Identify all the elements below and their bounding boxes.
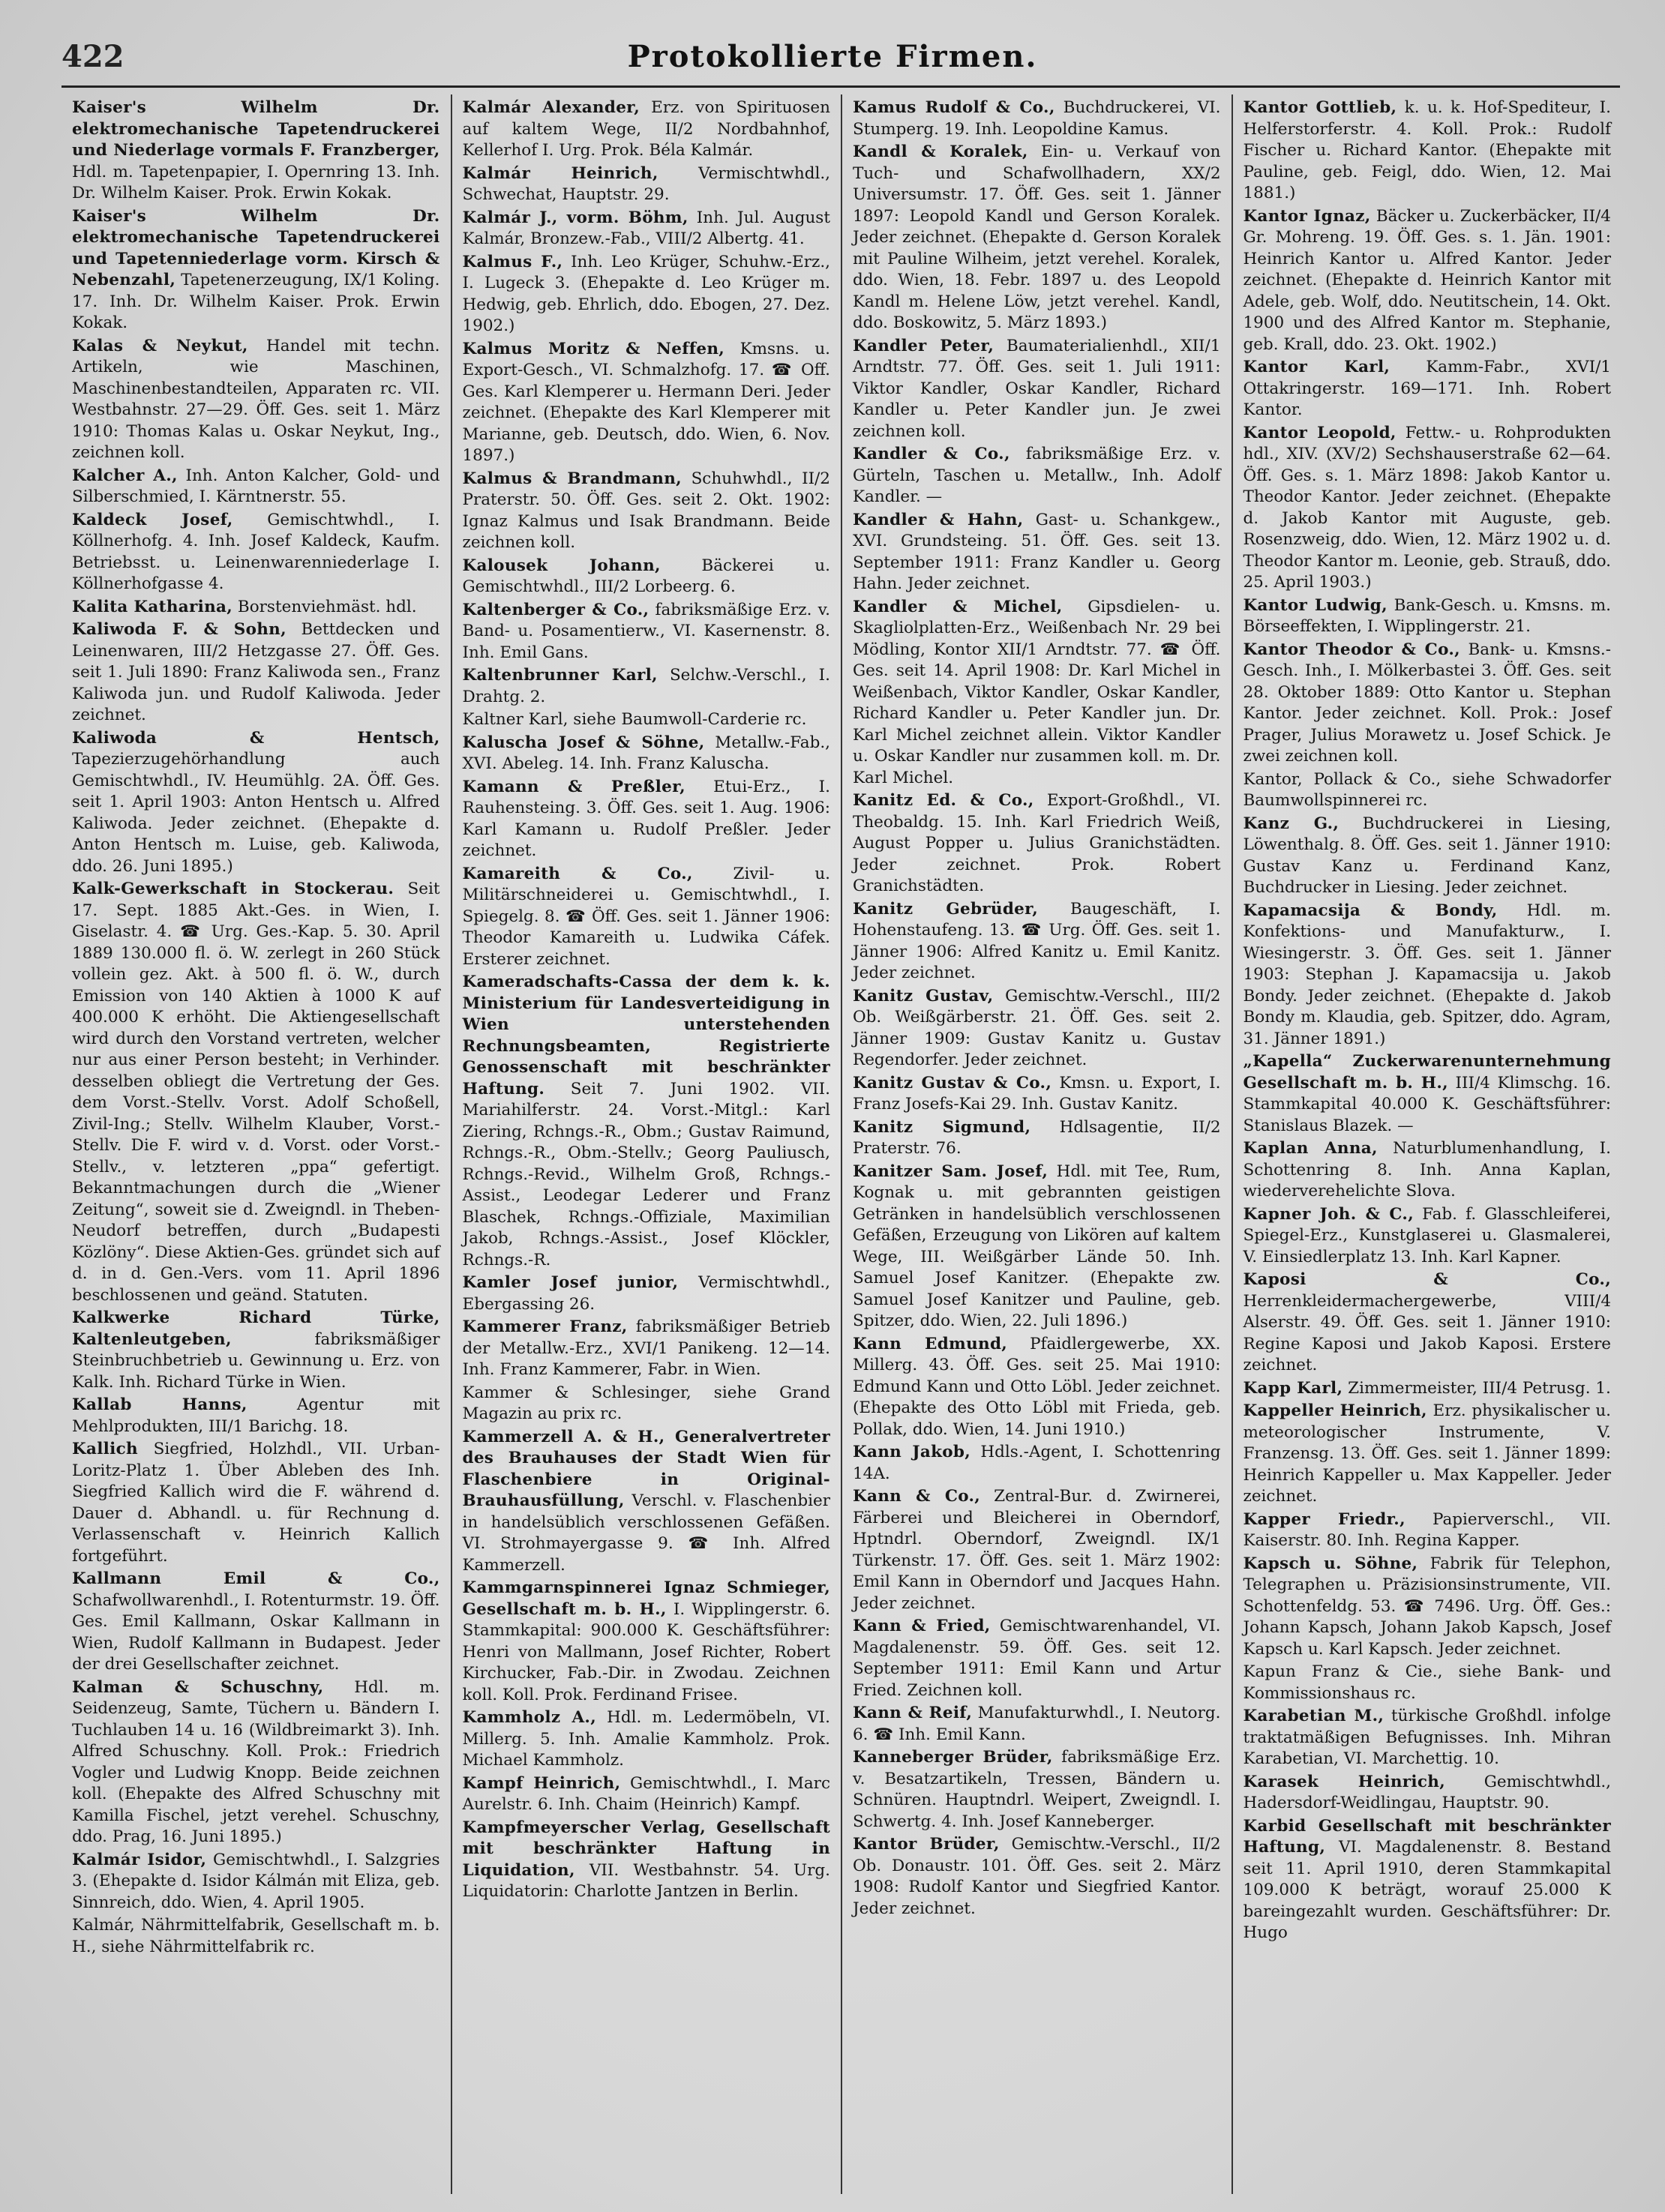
firm-entry (1244, 97, 1612, 205)
firm-details: Kmsns. u. Export-Gesch., VI. Schmalzhofg. 17. ☎ Off. Ges. Karl Klemperer u. Hermann Deri. Jeder zeichnet. (Ehepakte des Karl Klemperer mit Marianne, geb. Deutsch, ddo. Wien, 6. Nov. 1897.) (462, 339, 831, 465)
firm-name: Kampf Heinrich, (462, 1773, 621, 1793)
firm-name: Kappeller Heinrich, (1243, 1401, 1427, 1420)
firm-details: Kmsn. u. Export, I. Franz Josefs-Kai 29. Inh. Gustav Kanitz. (853, 1073, 1221, 1113)
firm-details: Tapezierzugehörhandlung auch Gemischtwhdl., IV. Heumühlg. 2A. Öff. Ges. seit 1. April 1903: Anton Hentsch u. Alfred Kaliwoda. Jeder zeichnet. (Ehepakte d. Anton Hentsch m. Luise, geb. Kaliwoda, ddo. 26. Juni 1895.) (72, 750, 440, 876)
firm-entry (853, 1486, 1221, 1614)
firm-details: Bank-Gesch. u. Kmsns. m. Börseeffekten, I. Wipplingerstr. 21. (1243, 595, 1611, 636)
firm-entry (463, 1578, 831, 1706)
firm-entry (463, 665, 831, 708)
firm-name: Karbid Gesellschaft mit beschränkter Haftung, (1243, 1816, 1611, 1857)
firm-details: Bäcker u. Zuckerbäcker, II/4 Gr. Mohreng. 19. Öff. Ges. s. 1. Jän. 1901: Heinrich Kantor u. Alfred Kantor. Jeder zeichnet. (Ehepakte d. Heinrich Kantor mit Adele, geb. Wolf, ddo. Neutitschein, 14. Okt. 1900 und des Alfred Kantor m. Stephanie, geb. Krall, ddo. 23. Okt. 1902.) (1243, 206, 1611, 354)
firm-entry (463, 556, 831, 598)
firm-name: Kamus Rudolf & Co., (853, 98, 1055, 117)
firm-entry (1244, 1816, 1612, 1944)
firm-name: „Kapella“ Zuckerwarenunternehmung Gesellschaft m. b. H., (1243, 1052, 1611, 1093)
firm-name: Kalman & Schuschny, (72, 1677, 324, 1697)
firm-entry (1244, 1051, 1612, 1137)
firm-entry (463, 469, 831, 554)
firm-name: Kalk-Gewerkschaft in Stockerau. (72, 880, 394, 898)
running-head: Protokollierte Firmen. (627, 39, 1038, 74)
firm-name: Kapner Joh. & C., (1243, 1204, 1414, 1224)
firm-entry (72, 597, 440, 619)
firm-details: Gemischtw.-Verschl., II/2 Ob. Donaustr. 101. Öff. Ges. seit 2. März 1908: Rudolf Kantor und Siegfried Kantor. Jeder zeichnet. (853, 1835, 1221, 1918)
firm-name: Karabetian M., (1243, 1707, 1384, 1725)
firm-details: Ein- u. Verkauf von Tuch- und Schafwollhadern, XX/2 Universumstr. 17. Öff. Ges. seit 1. Jänner 1897: Leopold Kandl und Gerson Koralek. Jeder zeichnet. (Ehepakte d. Gerson Koralek mit Pauline Wilheim, jetzt verehel. Koralek, ddo. Wien, 18. Febr. 1897 u. des Leopold Kandl m. Helene Löw, jetzt verehel. Kandl, ddo. Boskowitz, 5. März 1893.) (853, 142, 1221, 332)
firm-name: Kalousek Johann, (462, 556, 661, 575)
firm-name: Kaldeck Josef, (72, 510, 233, 529)
firm-name: Kaltenbrunner Karl, (462, 666, 658, 685)
firm-details: Zimmermeister, III/4 Petrusg. 1. (1348, 1378, 1611, 1398)
firm-entry (853, 986, 1221, 1072)
firm-entry (1244, 1204, 1612, 1269)
firm-details: Agentur mit Mehlprodukten, III/1 Barichg. 18. (72, 1395, 440, 1436)
firm-details: Fabrik für Telephon, Telegraphen u. Präzisionsinstrumente, VII. Schottenfeldg. 53. ☎ 7496. Urg. Öff. Ges.: Johann Kapsch, Johann Jakob Kapsch, Josef Kapsch u. Karl Kapsch. Jeder zeichnet. (1243, 1554, 1611, 1659)
firm-details: Verschl. v. Flaschenbier in handelsüblich verschlossenen Gefäßen. VI. Strohmayergasse 9. ☎ Inh. Alfred Kammerzell. (462, 1491, 830, 1575)
firm-details: Vermischtwhdl., Ebergassing 26. (462, 1273, 830, 1314)
firm-name: Kamann & Preßler, (462, 777, 686, 796)
firm-details: Bettdecken und Leinenwaren, III/2 Hetzgasse 27. Öff. Ges. seit 1. Juli 1890: Franz Kaliwoda sen., Franz Kaliwoda jun. und Rudolf Kaliwoda. Jeder zeichnet. (72, 620, 440, 724)
firm-name: Kanitz Gustav, (853, 986, 994, 1006)
firm-details: Erz. physikalischer u. meteorologischer Instrumente, V. Franzensg. 13. Öff. Ges. seit 1. Jänner 1899: Heinrich Kappeller u. Max Kappeller. Jeder zeichnet. (1243, 1401, 1611, 1506)
firm-name: Kaposi & Co., (1243, 1270, 1611, 1289)
firm-name: Kallich (72, 1440, 138, 1458)
firm-details: III/4 Klimschg. 16. Stammkapital 40.000 K. Geschäftsführer: Stanislaus Blazek. — (1243, 1073, 1612, 1135)
firm-name: Kammholz A., (462, 1708, 597, 1727)
directory-columns (62, 94, 1622, 2194)
firm-entry (1244, 423, 1612, 594)
firm-name: Kandler Peter, (853, 336, 994, 355)
firm-details: Schuhwhdl., II/2 Praterstr. 50. Öff. Ges. seit 2. Okt. 1902: Ignaz Kalmus und Isak Brandmann. Beide zeichnen koll. (462, 469, 830, 552)
firm-name: Kaiser's Wilhelm Dr. elektromechanische Tapetendruckerei und Niederlage vormals F. Franzberger, (72, 98, 440, 160)
firm-details: Hdl. m. Konfektions- und Manufakturw., I. Wiesingerstr. 3. Öff. Ges. seit 1. Jänner 1903: Stephan J. Kapamacsija u. Jakob Bondy. Jeder zeichnet. (Ehepakte d. Jakob Bondy m. Klaudia, geb. Spitzer, ddo. Agram, 31. Jänner 1891.) (1243, 901, 1611, 1048)
firm-name: Kandler & Michel, (853, 597, 1063, 616)
firm-details: Vermischtwhdl., Schwechat, Hauptstr. 29. (462, 163, 830, 204)
firm-entry (853, 790, 1221, 898)
firm-details: Siegfried, Holzhdl., VII. Urban-Loritz-Platz 1. Über Ableben des Inh. Siegfried Kallich wird die F. während d. Dauer d. Abhandl. u. für Rechnung d. Verlassenschaft v. Heinrich Kallich fortgeführt. (72, 1440, 440, 1566)
firm-entry (72, 1850, 440, 1914)
firm-details: Zentral-Bur. d. Zwirnerei, Färberei und Bleicherei in Oberndorf, Hptndrl. Oberndorf, Zweigndl. IX/1 Türkenstr. 17. Öff. Ges. seit 1. März 1902: Emil Kann in Oberndorf und Jacques Hahn. Jeder zeichnet. (853, 1487, 1221, 1613)
firm-name: Kantor Brüder, (853, 1835, 1000, 1854)
firm-name: Kantor Ignaz, (1243, 206, 1371, 226)
firm-details: Borstenviehmäst. hdl. (237, 597, 417, 616)
firm-entry (72, 97, 440, 205)
firm-entry (72, 1308, 440, 1393)
firm-details: Gemischtwhdl., I. Marc Aurelstr. 6. Inh. Chaim (Heinrich) Kampf. (462, 1773, 830, 1814)
firm-entry (853, 1703, 1221, 1746)
firm-entry (463, 777, 831, 862)
firm-details: Manufakturwhdl., I. Neutorg. 6. ☎ Inh. Emil Kann. (853, 1704, 1221, 1744)
firm-entry (853, 336, 1221, 443)
firm-entry (72, 206, 440, 334)
firm-details: I. Wipplingerstr. 6. Stammkapital: 900.000 K. Geschäftsführer: Henri von Mallmann, Josef Richter, Robert Kirchucker, Fab.-Dir. in Zwodau. Zeichnen koll. Koll. Prok. Ferdinand Frisee. (462, 1599, 831, 1704)
firm-name: Kann & Reif, (853, 1704, 973, 1722)
firm-entry (1244, 357, 1612, 421)
firm-name: Kann & Co., (853, 1487, 981, 1506)
firm-details: fabriksmäßige Erz. v. Besatzartikeln, Tressen, Bändern u. Schnüren. Hauptndrl. Weipert, Zweigndl. I. Schwertg. 4. Inh. Josef Kanneberger. (853, 1748, 1221, 1831)
firm-entry (72, 336, 440, 464)
firm-entry (1244, 1269, 1612, 1377)
firm-details: Kantor, Pollack & Co., siehe Schwadorfer Baumwollspinnerei rc. (1243, 769, 1611, 810)
firm-name: Kandler & Co., (853, 445, 1010, 463)
firm-entry (1244, 1378, 1612, 1400)
firm-details: Inh. Anton Kalcher, Gold- und Silberschmied, I. Kärntnerstr. 55. (72, 466, 440, 506)
firm-entry (853, 97, 1221, 140)
firm-name: Kanz G., (1243, 814, 1340, 833)
firm-details: Hdl. m. Ledermöbeln, VI. Millerg. 5. Inh. Amalie Kammholz. Prok. Michael Kammholz. (462, 1708, 830, 1770)
firm-name: Kaiser's Wilhelm Dr. elektromechanische Tapetendruckerei und Tapetenniederlage vorm. Kirsch & Nebenzahl, (72, 206, 440, 289)
firm-entry (1244, 595, 1612, 638)
firm-entry (72, 1439, 440, 1567)
firm-details: Erz. von Spirituosen auf kaltem Wege, II/2 Nordbahnhof, Kellerhof I. Urg. Prok. Béla Kalmár. (462, 98, 831, 160)
firm-entry (72, 1395, 440, 1437)
firm-entry (72, 728, 440, 878)
header-rule (62, 85, 1620, 88)
firm-entry (853, 1442, 1221, 1485)
firm-entry (1244, 1509, 1612, 1552)
firm-details: Selchw.-Verschl., I. Drahtg. 2. (462, 666, 830, 706)
firm-entry (853, 1334, 1221, 1441)
firm-entry (463, 600, 831, 664)
firm-entry (463, 864, 831, 971)
firm-entry (1244, 814, 1612, 899)
firm-entry (853, 142, 1221, 334)
firm-name: Kanitz Sigmund, (853, 1117, 1031, 1137)
firm-entry (72, 1915, 440, 1958)
firm-name: Kandler & Hahn, (853, 510, 1024, 529)
firm-name: Karasek Heinrich, (1243, 1772, 1446, 1791)
firm-name: Kalmus F., (462, 252, 563, 271)
firm-name: Kantor Ludwig, (1243, 595, 1388, 615)
firm-entry (72, 466, 440, 508)
firm-entry (853, 1161, 1221, 1332)
firm-details: Fab. f. Glasschleiferei, Spiegel-Erz., Kunstglaserei u. Glasmalerei, V. Einsiedlerplatz 13. Inh. Karl Kapner. (1243, 1204, 1612, 1266)
firm-entry (463, 972, 831, 1271)
firm-name: Kantor Theodor & Co., (1243, 640, 1460, 659)
firm-name: Kaliwoda & Hentsch, (72, 728, 440, 748)
firm-details: Hdl. m. Seidenzeug, Samte, Tüchern u. Bändern I. Tuchlauben 14 u. 16 (Wildbreimarkt 3). Inh. Alfred Schuschny. Koll. Prok.: Friedrich Vogler und Ludwig Knopp. Beide zeichnen koll. (Ehepakte des Alfred Schuschny mit Kamilla Fischel, jetzt verehel. Schuschny, ddo. Prag, 16. Juni 1895.) (72, 1677, 440, 1846)
firm-name: Kameradschafts-Cassa der dem k. k. Ministerium für Landesverteidigung in Wien unterstehenden Rechnungsbeamten, Registrierte Genossenschaft mit beschränkter Haftung. (462, 973, 830, 1099)
firm-name: Kamler Josef junior, (462, 1273, 679, 1292)
firm-entry (1244, 1706, 1612, 1770)
firm-name: Kalmus Moritz & Neffen, (462, 339, 725, 358)
firm-name: Kalmár Heinrich, (462, 163, 658, 183)
firm-details: Zivil- u. Militärschneiderei u. Gemischtwhdl., I. Spiegelg. 8. ☎ Öff. Ges. seit 1. Jänner 1906: Theodor Kamareith u. Ludwika Cáfek. Ersterer zeichnet. (462, 864, 830, 969)
firm-name: Kallab Hanns, (72, 1395, 248, 1414)
firm-entry (72, 879, 440, 1306)
firm-details: Pfaidlergewerbe, XX. Millerg. 43. Öff. Ges. seit 25. Mai 1910: Edmund Kann und Otto Löbl. Jeder zeichnet. (Ehepakte des Otto Löbl mit Frieda, geb. Pollak, ddo. Wien, 14. Juni 1910.) (853, 1334, 1221, 1439)
firm-details: Gemischtwhdl., I. Salzgries 3. (Ehepakte d. Isidor Kálmán mit Eliza, geb. Sinnreich, ddo. Wien, 4. April 1905. (72, 1850, 440, 1912)
firm-entry (463, 1707, 831, 1772)
firm-details: VII. Westbahnstr. 54. Urg. Liquidatorin: Charlotte Jantzen in Berlin. (462, 1860, 830, 1901)
firm-details: Hdl. m. Tapetenpapier, I. Opernring 13. Inh. Dr. Wilhelm Kaiser. Prok. Erwin Kokak. (72, 162, 440, 202)
firm-name: Kalas & Neykut, (72, 336, 248, 355)
firm-name: Kanneberger Brüder, (853, 1748, 1053, 1767)
firm-entry (853, 444, 1221, 508)
firm-details: Gemischtw.-Verschl., III/2 Ob. Weißgärberstr. 21. Öff. Ges. seit 2. Jänner 1909: Gustav Kanitz u. Gustav Regendorfer. Jeder zeichnet. (853, 986, 1221, 1069)
firm-details: Gast- u. Schankgew., XVI. Grundsteing. 51. Öff. Ges. seit 13. September 1911: Franz Kandler u. Georg Hahn. Jeder zeichnet. (853, 510, 1221, 593)
column-3 (842, 94, 1233, 2194)
firm-entry (1244, 640, 1612, 768)
firm-details: Tapetenerzeugung, IX/1 Koling. 17. Inh. Dr. Wilhelm Kaiser. Prok. Erwin Kokak. (72, 271, 440, 332)
firm-details: türkische Großhdl. infolge traktatmäßigen Befugnisses. Inh. Mihran Karabetian, VI. Marchettig. 10. (1243, 1707, 1611, 1768)
firm-details: Gipsdielen- u. Skagliolplatten-Erz., Weißenbach Nr. 29 bei Mödling, Kontor XII/1 Arndtstr. 77. ☎ Öff. Ges. seit 14. April 1908: Dr. Karl Michel in Weißenbach, Viktor Kandler, Oskar Kandler, Richard Kandler u. Peter Kandler jun. Dr. Karl Michel zeichnet allein. Viktor Kandler u. Oskar Kandler nur zusammen koll. m. Dr. Karl Michel. (853, 597, 1221, 787)
firm-name: Kalmár J., vorm. Böhm, (462, 208, 688, 227)
firm-details: Fettw.- u. Rohprodukten hdl., XIV. (XV/2) Sechshauserstraße 62—64. Öff. Ges. s. 1. März 1898: Jakob Kantor u. Theodor Kantor. Jeder zeichnet. (Ehepakte d. Jakob Kantor mit Auguste, geb. Rosenzweig, ddo. Wien, 12. März 1902 u. d. Theodor Kantor m. Leonie, geb. Strauß, ddo. 25. April 1903.) (1243, 423, 1612, 592)
firm-name: Kapsch u. Söhne, (1243, 1554, 1418, 1573)
firm-entry (853, 1073, 1221, 1116)
firm-details: Buchdruckerei in Liesing, Löwenthalg. 8. Öff. Ges. seit 1. Jänner 1910: Gustav Kanz u. Ferdinand Kanz, Buchdrucker in Liesing. Jeder zeichnet. (1243, 814, 1611, 897)
firm-entry (72, 510, 440, 595)
firm-details: Herrenkleidermachergewerbe, VIII/4 Alserstr. 49. Öff. Ges. seit 1. Jänner 1910: Regine Kaposi und Jakob Kaposi. Erstere zeichnet. (1243, 1291, 1611, 1374)
firm-details: Bank- u. Kmsns.-Gesch. Inh., I. Mölkerbastei 3. Öff. Ges. seit 28. Oktober 1889: Otto Kantor u. Stephan Kantor. Jeder zeichnet. Koll. Prok.: Josef Prager, Julius Morawetz u. Josef Schick. Je zwei zeichnen koll. (1243, 640, 1611, 766)
firm-entry (853, 1747, 1221, 1833)
firm-entry (853, 510, 1221, 595)
firm-details: VI. Magdalenenstr. 8. Bestand seit 11. April 1910, deren Stammkapital 109.000 K beträgt, worauf 25.000 K bareingezahlt wurden. Geschäftsführer: Dr. Hugo (1243, 1838, 1611, 1942)
firm-details: Kaltner Karl, siehe Baumwoll-Carderie rc. (462, 710, 807, 729)
firm-entry (72, 1677, 440, 1848)
firm-details: Gemischtwarenhandel, VI. Magdalenenstr. 59. Öff. Ges. seit 12. September 1911: Emil Kann und Artur Fried. Zeichnen koll. (853, 1617, 1221, 1700)
firm-details: Buchdruckerei, VI. Stumperg. 19. Inh. Leopoldine Kamus. (853, 98, 1221, 139)
firm-details: fabriksmäßige Erz. v. Gürteln, Taschen u. Metallw., Inh. Adolf Kandler. — (853, 445, 1221, 506)
firm-entry (1244, 1662, 1612, 1704)
firm-details: Handel mit techn. Artikeln, wie Maschinen, Maschinenbestandteilen, Apparaten rc. VII. Westbahnstr. 27—29. Öff. Ges. seit 1. März 1910: Thomas Kalas u. Oskar Neykut, Ing., zeichnen koll. (72, 336, 440, 462)
firm-details: Kammer & Schlesinger, siehe Grand Magazin au prix rc. (462, 1383, 830, 1423)
firm-details: Naturblumenhandlung, I. Schottenring 8. Inh. Anna Kaplan, wiederverehelichte Slova. (1243, 1139, 1611, 1200)
firm-entry (463, 252, 831, 337)
firm-details: Kapun Franz & Cie., siehe Bank- und Kommissionshaus rc. (1243, 1662, 1611, 1703)
firm-name: Kanitz Ed. & Co., (853, 791, 1034, 810)
firm-entry (1244, 1554, 1612, 1661)
firm-name: Kapamacsija & Bondy, (1243, 901, 1498, 920)
firm-entry (1244, 1401, 1612, 1508)
firm-name: Kalmus & Brandmann, (462, 469, 682, 488)
firm-name: Kanitz Gebrüder, (853, 899, 1039, 919)
firm-entry (463, 1383, 831, 1425)
firm-details: Hdls.-Agent, I. Schottenring 14A. (853, 1443, 1221, 1483)
firm-entry (463, 1427, 831, 1577)
firm-details: Seit 17. Sept. 1885 Akt.-Ges. in Wien, I. Giselastr. 4. ☎ Urg. Ges.-Kap. 5. 30. April 1889 130.000 fl. ö. W. zerlegt in 260 Stück vollein gez. Akt. à 500 fl. ö. W., durch Emission von 140 Aktien à 1000 K auf 400.000 K erhöht. Die Aktiengesellschaft wird durch den Vorstand vertreten, welcher nur aus einer Person besteht; in Verhinder. desselben obliegt die Vertretung der Ges. dem Vorst.-Stellv. Vorst. Adolf Schoßell, Zivil-Ing.; Stellv. Wilhelm Klauber, Vorst.-Stellv. Die F. wird v. d. Vorst. oder Vorst.-Stellv., v. letzteren „ppa“ gefertigt. Bekanntmachungen durch die „Wiener Zeitung“, soweit sie d. Zweigndl. in Theben-Neudorf betreffen, durch „Budapesti Közlöny“. Diese Aktien-Ges. gründet sich auf d. in d. Gen.-Vers. vom 11. April 1896 beschlossenen und geänd. Statuten. (72, 880, 440, 1305)
firm-name: Kalita Katharina, (72, 597, 233, 616)
firm-entry (1244, 1772, 1612, 1815)
firm-entry (1244, 206, 1612, 356)
firm-details: Inh. Jul. August Kalmár, Bronzew.-Fab., VIII/2 Albertg. 41. (462, 208, 830, 248)
firm-details: Baumaterialienhdl., XII/1 Arndtstr. 77. Öff. Ges. seit 1. Juli 1911: Viktor Kandler, Oskar Kandler, Richard Kandler u. Peter Kandler jun. Je zwei zeichnen koll. (853, 336, 1221, 441)
column-1 (62, 94, 452, 2194)
firm-entry (463, 709, 831, 731)
firm-details: k. u. k. Hof-Spediteur, I. Helferstorferstr. 4. Koll. Prok.: Rudolf Fischer u. Richard Kantor. (Ehepakte mit Pauline, geb. Feigl, ddo. Wien, 12. Mai 1881.) (1243, 98, 1611, 202)
firm-details: Kamm-Fabr., XVI/1 Ottakringerstr. 169—171. Inh. Robert Kantor. (1243, 358, 1611, 419)
firm-name: Kantor Leopold, (1243, 423, 1396, 442)
firm-details: Kalmár, Nährmittelfabrik, Gesellschaft m. b. H., siehe Nährmittelfabrik rc. (72, 1916, 440, 1956)
column-4 (1233, 94, 1622, 2194)
firm-entry (463, 1818, 831, 1903)
firm-entry (463, 163, 831, 206)
firm-name: Kammerer Franz, (462, 1317, 628, 1336)
firm-details: Baugeschäft, I. Hohenstaufeng. 13. ☎ Urg. Öff. Ges. seit 1. Jänner 1906: Alfred Kanitz u. Emil Kanitz. Jeder zeichnet. (853, 899, 1221, 982)
firm-name: Kampfmeyerscher Verlag, Gesellschaft mit beschränkter Haftung in Liquidation, (462, 1818, 830, 1880)
firm-name: Kalcher A., (72, 466, 178, 485)
firm-details: Inh. Leo Krüger, Schuhw.-Erz., I. Lugeck 3. (Ehepakte d. Leo Krüger m. Hedwig, geb. Ehrlich, ddo. Ebogen, 27. Dez. 1902.) (462, 252, 831, 335)
firm-name: Kandl & Koralek, (853, 142, 1028, 161)
firm-entry (853, 1616, 1221, 1701)
firm-name: Kapp Karl, (1243, 1378, 1343, 1398)
firm-entry (463, 1272, 831, 1315)
firm-name: Kann & Fried, (853, 1617, 991, 1635)
firm-details: Bäckerei u. Gemischtwhdl., III/2 Lorbeerg. 6. (462, 556, 830, 596)
firm-name: Kaltenberger & Co., (462, 600, 650, 619)
firm-entry (463, 1317, 831, 1381)
firm-entry (853, 597, 1221, 790)
firm-name: Kaliwoda F. & Sohn, (72, 620, 286, 639)
page-number: 422 (62, 39, 124, 74)
firm-entry (463, 1773, 831, 1816)
firm-entry (463, 97, 831, 162)
firm-entry (1244, 769, 1612, 812)
firm-name: Kalmár Alexander, (462, 98, 640, 117)
firm-details: fabriksmäßige Erz. v. Band- u. Posamentierw., VI. Kasernenstr. 8. Inh. Emil Gans. (462, 600, 830, 662)
firm-name: Kantor Gottlieb, (1243, 98, 1397, 117)
firm-name: Kammerzell A. & H., Generalvertreter des Brauhauses der Stadt Wien für Flaschenbiere in Original-Brauhausfüllung, (462, 1427, 830, 1510)
firm-entry (853, 1834, 1221, 1920)
firm-entry (853, 1117, 1221, 1160)
firm-name: Kantor Karl, (1243, 358, 1390, 376)
firm-entry (853, 899, 1221, 985)
firm-entry (72, 1569, 440, 1676)
firm-name: Kanitz Gustav & Co., (853, 1073, 1052, 1093)
firm-name: Kalmár Isidor, (72, 1850, 207, 1869)
firm-details: Seit 7. Juni 1902. VII. Mariahilferstr. 24. Vorst.-Mitgl.: Karl Ziering, Rchngs.-R., Obm.; Gustav Raimund, Rchngs.-R., Obm.-Stellv.; Georg Pauliusch, Rchngs.-Revid., Wilhelm Groß, Rchngs.-Assist., Leodegar Lederer und Franz Blaschek, Rchngs.-Offiziale, Maximilian Jakob, Rchngs.-Assist., Josef Klöckler, Rchngs.-R. (462, 1079, 830, 1269)
firm-name: Kanitzer Sam. Josef, (853, 1161, 1048, 1181)
firm-name: Kapper Friedr., (1243, 1509, 1406, 1529)
firm-entry (463, 339, 831, 467)
firm-details: Hdlsagentie, II/2 Praterstr. 76. (853, 1117, 1221, 1158)
firm-name: Kann Jakob, (853, 1443, 971, 1461)
firm-name: Kallmann Emil & Co., (72, 1569, 440, 1588)
column-2 (452, 94, 843, 2194)
firm-details: Hdl. mit Tee, Rum, Kognak u. mit gebrannten geistigen Getränken in handelsüblich verschlossenen Gefäßen, Erzeugung von Likören auf kaltem Wege, III. Weißgärber Lände 50. Inh. Samuel Josef Kanitzer. (Ehepakte zw. Samuel Josef Kanitzer und Pauline, geb. Spitzer, ddo. Wien, 22. Juli 1896.) (853, 1161, 1221, 1330)
firm-entry (72, 619, 440, 727)
firm-details: Schafwollwarenhdl., I. Rotenturmstr. 19. Öff. Ges. Emil Kallmann, Oskar Kallmann in Wien, Rudolf Kallmann in Budapest. Jeder der drei Gesellschafter zeichnet. (72, 1590, 440, 1674)
firm-name: Kalkwerke Richard Türke, Kaltenleutgeben, (72, 1308, 440, 1349)
firm-details: Papierverschl., VII. Kaiserstr. 80. Inh. Regina Kapper. (1243, 1509, 1611, 1550)
firm-entry (1244, 1138, 1612, 1203)
firm-name: Kaplan Anna, (1243, 1139, 1378, 1158)
firm-name: Kamareith & Co., (462, 864, 693, 883)
firm-name: Kann Edmund, (853, 1334, 1008, 1353)
firm-details: Metallw.-Fab., XVI. Abeleg. 14. Inh. Franz Kaluscha. (462, 733, 830, 773)
firm-details: Etui-Erz., I. Rauhensteing. 3. Öff. Ges. seit 1. Aug. 1906: Karl Kamann u. Rudolf Preßler. Jeder zeichnet. (462, 777, 830, 860)
firm-entry (463, 208, 831, 250)
firm-details: fabriksmäßiger Steinbruchbetrieb u. Gewinnung u. Erz. von Kalk. Inh. Richard Türke in Wien. (72, 1329, 440, 1392)
firm-entry (1244, 901, 1612, 1051)
firm-details: Gemischtwhdl., Hadersdorf-Weidlingau, Hauptstr. 90. (1243, 1772, 1611, 1812)
firm-details: Export-Großhdl., VI. Theobaldg. 15. Inh. Karl Friedrich Weiß, August Popper u. Julius Granichstädten. Jeder zeichnet. Prok. Robert Granichstädten. (853, 791, 1221, 895)
firm-details: fabriksmäßiger Betrieb der Metallw.-Erz., XVI/1 Panikeng. 12—14. Inh. Franz Kammerer, Fabr. in Wien. (462, 1317, 830, 1379)
firm-name: Kaluscha Josef & Söhne, (462, 733, 705, 752)
firm-details: Gemischtwhdl., I. Köllnerhofg. 4. Inh. Josef Kaldeck, Kaufm. Betriebsst. u. Leinenwarenniederlage I. Köllnerhofgasse 4. (72, 510, 440, 593)
firm-name: Kammgarnspinnerei Ignaz Schmieger, Gesellschaft m. b. H., (462, 1578, 830, 1619)
firm-entry (463, 733, 831, 775)
